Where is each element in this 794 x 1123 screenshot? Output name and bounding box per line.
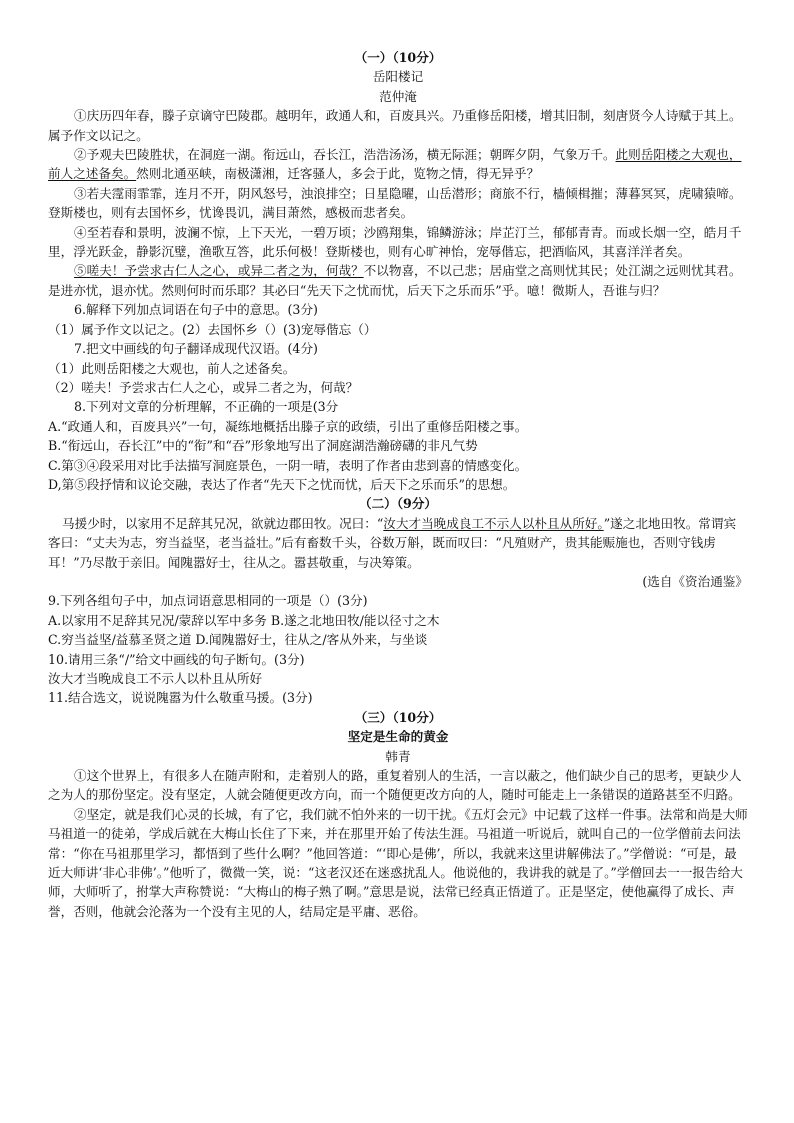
question-8-option-c: C.第③④段采用对比手法描写洞庭景色，一阴一晴，表明了作者由悲到喜的情感变化。	[48, 457, 528, 473]
s1-paragraph-2	[48, 145, 748, 184]
s1-p2-text-b: 然则北通巫峡，南极潇湘，迁客骚人，多会于此，览物之情，得无异乎？	[136, 166, 540, 182]
question-8-option-a: A.“政通人和，百废具兴”一句，凝练地概括出滕子京的政绩，引出了重修岳阳楼之事。	[48, 418, 528, 434]
question-8-option-d: D,第⑤段抒情和议论交融，表达了作者“先天下之忧而忧，后天下之乐而乐”的思想。	[48, 476, 516, 492]
s1-paragraph-5	[48, 261, 748, 300]
section3-header: （三）（10分）	[354, 709, 442, 725]
question-8: 8.下列对文章的分析理解，不正确的一项是(3分	[74, 399, 339, 415]
s1-p5-text: 不以物喜，不以己悲；居庙堂之高则忧其民；处江湖之远则忧其君。是进亦忧，退亦忧。然则何时而乐耶？其必曰“先天下之忧而忧，后天下之乐而乐”乎。噫！微斯人，吾谁与归？	[48, 263, 742, 298]
s1-p5-underlined: ⑤嗟夫！予尝求古仁人之心，或异二者之为，何哉？	[74, 263, 364, 279]
s2-source: (选自《资治通鉴》	[642, 573, 748, 589]
s3-paragraph-1: ①这个世界上，有很多人在随声附和，走着别人的路，重复着别人的生活，一言以蔽之，他们缺少自己的思考，更缺少人之为人的那份坚定。没有坚定，人就会随便更改方向，而一个随便更改方向的人，随时可能走上一条错误的道路甚至不归路。	[48, 768, 742, 803]
s2-p1-text-b: ”遂之北地田牧。常谓宾客曰：“丈夫为志，穷当益坚，老当益壮。”后有畜数千头，谷数万斛，既而叹曰：“凡殖财产，贵其能赈施也，否则守钱虏耳！”乃尽散于亲旧。闻隗嚣好士，往从之。嚣甚敬重，与决筹策。	[48, 515, 737, 570]
question-9-options-ab: A.以家用不足辞其兄况/蒙辞以军中多务 B.遂之北地田牧/能以径寸之木	[48, 612, 440, 628]
section1-author: 范仲淹	[379, 88, 417, 104]
section1-header: （一）（10分）	[354, 50, 442, 65]
s2-paragraph-1	[48, 514, 748, 572]
s2-p1-underlined: 汝大才当晚成良工不示人以朴且从所好。	[383, 515, 604, 531]
section3-author: 韩青	[385, 748, 411, 764]
question-10: 10.请用三条“/”给文中画线的句子断句。(3分)	[48, 651, 305, 667]
question-7: 7.把文中画线的句子翻译成现代汉语。(4分)	[74, 341, 318, 357]
question-7-item-1: （1）此则岳阳楼之大观也，前人之述备矣。	[48, 360, 296, 376]
s1-p2-text-a: ②予观夫巴陵胜状，在洞庭一湖。衔远山，吞长江，浩浩汤汤，横无际涯；朝晖夕阴，气象万千。	[74, 147, 616, 163]
s1-paragraph-4: ④至若春和景明，波澜不惊，上下天光，一碧万顷；沙鸥翔集，锦鳞游泳；岸芷汀兰，郁郁青青。而或长烟一空，皓月千里，浮光跃金，静影沉璧，渔歌互答，此乐何极！登斯楼也，则有心旷神怡，宠辱偕忘，把酒临风，其喜洋洋者矣。	[48, 224, 742, 260]
s2-p1-text-a: 马援少时，以家用不足辞其兄况，欲就边郡田牧。况曰：“	[62, 515, 384, 531]
question-9: 9.下列各组句子中，加点词语意思相同的一项是（）(3分)	[48, 593, 368, 609]
section1-title: 岳阳楼记	[372, 69, 424, 85]
s1-p2-underlined: 此则岳阳楼之大观也，前人之述备矣。	[48, 147, 742, 182]
question-8-option-b: B.“衔远山，吞长江”中的“衔”和“吞”形象地写出了洞庭湖浩瀚磅礴的非凡气势	[48, 438, 478, 454]
s1-paragraph-1: ①庆历四年春，滕子京谪守巴陵郡。越明年，政通人和，百废具兴。乃重修岳阳楼，增其旧制，刻唐贤今人诗赋于其上。属予作文以记之。	[48, 108, 742, 143]
question-6-items: （1）属予作文以记之。(2）去国怀乡（）(3)宠辱偕忘（）	[48, 321, 377, 337]
question-10-text: 汝大才当晚成良工不示人以朴且从所好	[48, 671, 263, 686]
s3-paragraph-2: ②坚定，就是我们心灵的长城，有了它，我们就不怕外来的一切干扰。《五灯会元》中记载了这样一件事。法常和尚是大师马祖道一的徒弟，学成后就在大梅山长住了下来，并在那里开始了传法生涯。马祖道一听说后，就叫自己的一位学僧前去问法常：“你在马祖那里学习，都悟到了些什么啊？”他回答道：“‘即心是佛’，所以，我就来这里讲解佛法了。”学僧说：“可是，最近大师讲‘非心非佛’。”他听了，微微一笑，说：“这老汉还在迷惑扰乱人。他说他的，我讲我的就是了。”学僧回去一一报告给大师，大师听了，拊掌大声称赞说：“大梅山的梅子熟了啊。”意思是说，法常已经真正悟道了。正是坚定，使他赢得了成长、声誉，否则，他就会沦落为一个没有主见的人，结局定是平庸、恶俗。	[48, 806, 748, 919]
s1-paragraph-3: ③若夫霪雨霏霏，连月不开，阴风怒号，浊浪排空；日星隐曜，山岳潜形；商旅不行，樯倾楫摧；薄暮冥冥，虎啸猿啼。登斯楼也，则有去国怀乡，忧谗畏讥，满目萧然，感极而悲者矣。	[48, 185, 742, 221]
question-6: 6.解释下列加点词语在句子中的意思。(3分)	[74, 302, 318, 318]
section3-title: 坚定是生命的黄金	[347, 729, 449, 745]
question-7-item-2: （2）嗟夫！予尝求古仁人之心，或异二者之为，何哉？	[48, 379, 359, 395]
question-11: 11.结合选文，说说隗嚣为什么敬重马援。(3分)	[48, 690, 313, 706]
exam-page	[48, 48, 748, 921]
section2-header: （二）（9分）	[358, 496, 438, 512]
question-9-options-cd: C.穷当益坚/益慕圣贤之道 D.闻隗嚣好士，往从之/客从外来，与坐谈	[48, 632, 428, 648]
